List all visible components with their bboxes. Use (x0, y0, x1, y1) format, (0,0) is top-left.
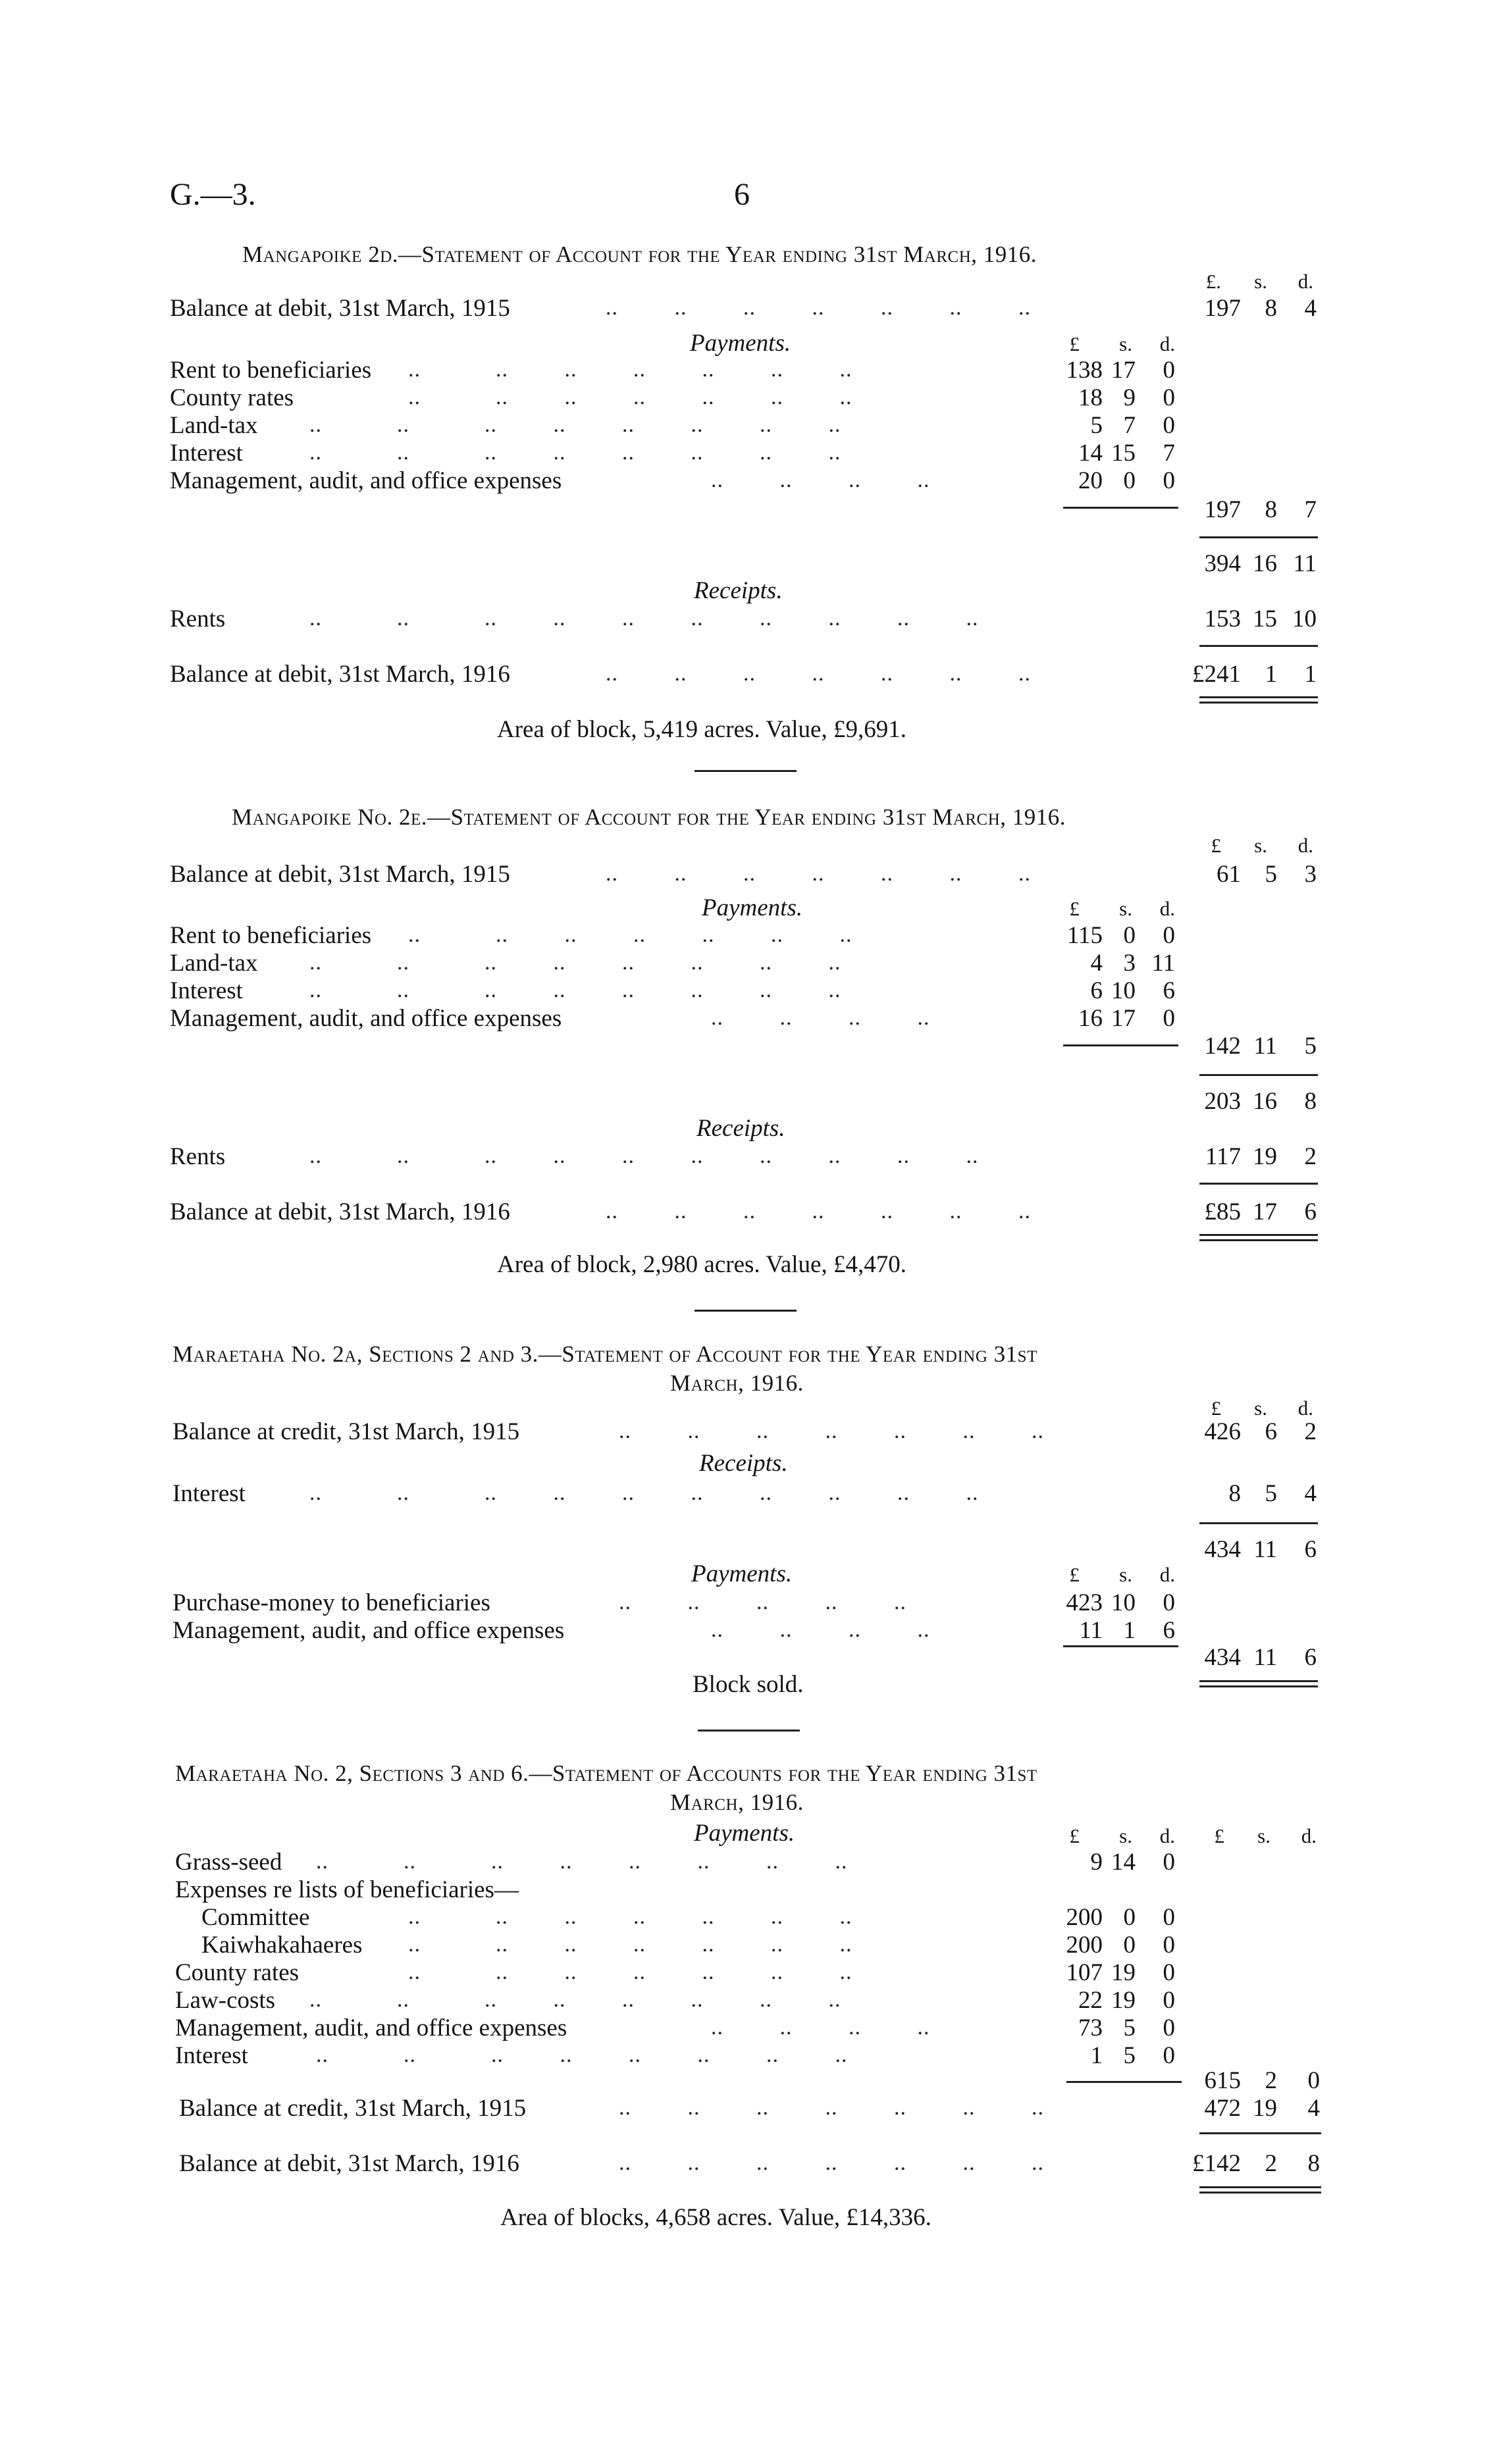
total-rule (1199, 1522, 1318, 1524)
pay-head-pence: d. (1159, 332, 1175, 355)
amount-pounds: 426 (1204, 1418, 1241, 1445)
payment-item-label: Interest (170, 440, 243, 467)
leader-dots: .. .. .. .. .. .. .. .. .. .. (309, 1481, 979, 1505)
amount-shillings: 6 (1265, 1418, 1277, 1445)
amount-pounds: 153 (1204, 605, 1241, 632)
pay-pounds: 11 (1079, 1617, 1103, 1644)
pay-shillings: 10 (1111, 1589, 1136, 1616)
amount-pounds: 142 (1204, 1033, 1241, 1060)
payment-item-label: Rent to beneficiaries (170, 357, 372, 384)
amount-pence: 0 (1307, 2067, 1320, 2094)
pay-pounds: 6 (1090, 977, 1103, 1004)
receipt-item-label: Interest (172, 1480, 246, 1507)
leader-dots: .. .. .. .. .. .. .. .. (316, 2043, 848, 2067)
pay-shillings: 0 (1123, 922, 1136, 949)
payment-item-label: Rent to beneficiaries (170, 922, 372, 949)
double-rule (1199, 1234, 1318, 1241)
leader-dots: .. .. .. .. (711, 1618, 930, 1642)
leader-dots: .. .. .. .. .. .. .. (408, 1932, 852, 1957)
pay-pounds: 423 (1066, 1589, 1103, 1616)
col-head-shillings: s. (1254, 270, 1267, 293)
pay-pence: 0 (1163, 467, 1175, 494)
pay-pence: 0 (1163, 1959, 1175, 1986)
closing-balance-label: Balance at debit, 31st March, 1916 (179, 2150, 519, 2177)
amount-pence: 6 (1304, 1198, 1317, 1225)
amount-pounds: 203 (1204, 1088, 1241, 1115)
section-title: Mangapoike No. 2e.—Statement of Account for the Year ending 31st March, 1916. (232, 804, 1066, 830)
double-rule (1199, 1680, 1318, 1687)
total-rule (1199, 2132, 1321, 2134)
leader-dots: .. .. .. .. (711, 1006, 930, 1030)
closing-balance-label: Balance at debit, 31st March, 1916 (170, 661, 510, 688)
pay-shillings: 9 (1123, 384, 1136, 411)
pay-pounds: 115 (1066, 922, 1103, 949)
pay-pounds: 138 (1066, 357, 1103, 384)
payment-item-label: County rates (175, 1959, 300, 1986)
amount-pounds: £241 (1192, 661, 1241, 688)
col-head-pence: d. (1297, 270, 1313, 293)
leader-dots: .. .. .. .. .. .. .. (606, 1199, 1031, 1223)
pay-shillings: 14 (1111, 1849, 1136, 1876)
subtotal-rule (1063, 507, 1178, 509)
amount-shillings: 11 (1253, 1536, 1277, 1563)
payment-item-label: Kaiwhakahaeres (201, 1932, 363, 1959)
section-title: Maraetaha No. 2a, Sections 2 and 3.—Statement of Account for the Year ending 31st (172, 1341, 1037, 1367)
pay-shillings: 19 (1111, 1959, 1136, 1986)
pay-pence: 0 (1163, 1589, 1175, 1616)
leader-dots: .. .. .. .. .. .. .. (408, 357, 852, 382)
leader-dots: .. .. .. .. .. .. .. (606, 861, 1031, 886)
pay-shillings: 1 (1123, 1617, 1136, 1644)
pay-pounds: 14 (1078, 440, 1103, 467)
payment-item-label: Management, audit, and office expenses (170, 1005, 562, 1032)
amount-shillings: 15 (1253, 605, 1277, 632)
pay-pounds: 200 (1066, 1932, 1103, 1959)
amount-pounds: 615 (1204, 2067, 1241, 2094)
pay-pounds: 200 (1066, 1904, 1103, 1931)
amount-pounds: £142 (1192, 2150, 1241, 2177)
pay-pence: 6 (1163, 977, 1175, 1004)
amount-pence: 6 (1304, 1536, 1317, 1563)
pay-pence: 0 (1163, 1932, 1175, 1959)
amount-shillings: 16 (1253, 550, 1277, 577)
pay-shillings: 5 (1123, 2015, 1136, 2041)
col-head-shillings: s. (1254, 834, 1267, 857)
leader-dots: .. .. .. .. .. .. .. .. (309, 978, 841, 1002)
amount-shillings: 1 (1265, 661, 1277, 688)
total-rule (1199, 1074, 1318, 1076)
amount-pence: 2 (1304, 1418, 1317, 1445)
amount-pence: 3 (1304, 861, 1317, 888)
col-head-pounds: £. (1205, 270, 1221, 293)
leader-dots: .. .. .. .. .. .. .. (408, 1960, 852, 1984)
receipt-item-label: Rents (170, 605, 226, 632)
pay-pence: 7 (1163, 440, 1175, 467)
section-separator (694, 770, 797, 772)
subtotal-rule (1063, 1044, 1178, 1046)
pay-pounds: 9 (1090, 1849, 1103, 1876)
leader-dots: .. .. .. .. .. .. .. (619, 1419, 1044, 1443)
amount-shillings: 19 (1253, 1143, 1277, 1170)
amount-pence: 1 (1304, 661, 1317, 688)
payments-caption: Payments. (691, 1560, 793, 1587)
receipts-caption: Receipts. (694, 577, 783, 604)
col-head-pounds: £ (1211, 834, 1221, 857)
opening-balance-label: Balance at debit, 31st March, 1915 (170, 861, 510, 888)
amount-pounds: 197 (1204, 496, 1241, 523)
opening-balance-label: Balance at credit, 31st March, 1915 (179, 2095, 527, 2122)
amount-shillings: 17 (1253, 1198, 1277, 1225)
section-title-line2: March, 1916. (670, 1789, 804, 1815)
payment-item-label: Management, audit, and office expenses (175, 2015, 567, 2041)
pay-pence: 0 (1163, 384, 1175, 411)
pay-pounds: 73 (1078, 2015, 1103, 2041)
amount-pence: 4 (1304, 1480, 1317, 1507)
pay-shillings: 15 (1111, 440, 1136, 467)
section-footer: Area of block, 2,980 acres. Value, £4,470. (497, 1251, 906, 1278)
leader-dots: .. .. .. .. .. .. .. (408, 1905, 852, 1929)
pay-shillings: 3 (1123, 950, 1136, 977)
pay-head-shillings: s. (1119, 1824, 1132, 1847)
pay-head-pounds: £ (1069, 1824, 1080, 1847)
leader-dots: .. .. .. .. .. (619, 1590, 906, 1614)
pay-pence: 0 (1163, 2015, 1175, 2041)
amount-pence: 4 (1307, 2095, 1320, 2122)
pay-pence: 0 (1163, 412, 1175, 439)
opening-balance-label: Balance at debit, 31st March, 1915 (170, 295, 510, 322)
amount-pounds: 472 (1204, 2095, 1241, 2122)
pay-pence: 0 (1163, 1987, 1175, 2014)
col-head-pence: d. (1297, 834, 1313, 857)
payment-item-label: Land-tax (170, 950, 258, 977)
amount-shillings: 11 (1253, 1033, 1277, 1060)
payment-item-label: Grass-seed (175, 1849, 282, 1876)
payment-item-label: Purchase-money to beneficiaries (172, 1589, 490, 1616)
pay-shillings: 19 (1111, 1987, 1136, 2014)
pay-head-pence: d. (1159, 1563, 1175, 1586)
amount-shillings: 5 (1265, 1480, 1277, 1507)
amount-shillings: 11 (1253, 1644, 1277, 1671)
subtotal-rule (1066, 2081, 1182, 2083)
pay-pounds: 16 (1078, 1005, 1103, 1032)
amount-pounds: 8 (1228, 1480, 1241, 1507)
receipts-caption: Receipts. (696, 1115, 785, 1142)
leader-dots: .. .. .. .. .. .. .. (606, 661, 1031, 686)
amount-pence: 10 (1292, 605, 1317, 632)
leader-dots: .. .. .. .. .. .. .. (619, 2095, 1044, 2120)
pay-pence: 0 (1163, 1005, 1175, 1032)
section-title: Maraetaha No. 2, Sections 3 and 6.—Statement of Accounts for the Year ending 31st (175, 1760, 1037, 1786)
section-footer: Area of blocks, 4,658 acres. Value, £14,336. (500, 2204, 931, 2231)
amount-pence: 6 (1304, 1644, 1317, 1671)
pay-pence: 0 (1163, 1849, 1175, 1876)
amount-pounds: 117 (1205, 1143, 1241, 1170)
pay-head-pounds: £ (1069, 897, 1080, 920)
pay-pounds: 5 (1090, 412, 1103, 439)
col-head-shillings: s. (1257, 1824, 1270, 1847)
payment-item-label: County rates (170, 384, 294, 411)
pay-pounds: 20 (1078, 467, 1103, 494)
leader-dots: .. .. .. .. .. .. .. .. (309, 413, 841, 437)
pay-shillings: 17 (1111, 1005, 1136, 1032)
leader-dots: .. .. .. .. .. .. .. .. (309, 1988, 841, 2012)
payments-caption: Payments. (702, 894, 803, 921)
pay-head-pence: d. (1159, 1824, 1175, 1847)
payments-caption: Payments. (690, 330, 791, 357)
pay-pounds: 18 (1078, 384, 1103, 411)
leader-dots: .. .. .. .. .. .. .. .. (309, 950, 841, 975)
opening-balance-label: Balance at credit, 31st March, 1915 (172, 1418, 520, 1445)
pay-shillings: 10 (1111, 977, 1136, 1004)
pay-head-pence: d. (1159, 897, 1175, 920)
receipts-caption: Receipts. (699, 1450, 788, 1477)
pay-pounds: 22 (1078, 1987, 1103, 2014)
pay-pence: 11 (1151, 950, 1175, 977)
total-rule (1199, 645, 1318, 647)
leader-dots: .. .. .. .. (711, 2015, 930, 2040)
amount-shillings: 5 (1265, 861, 1277, 888)
closing-balance-label: Balance at debit, 31st March, 1916 (170, 1198, 510, 1225)
payment-item-label: Law-costs (175, 1987, 276, 2014)
section-separator (698, 1730, 800, 1732)
payment-item-label: Interest (175, 2042, 248, 2069)
section-footer: Area of block, 5,419 acres. Value, £9,691. (497, 716, 906, 743)
col-head-pence: d. (1301, 1824, 1317, 1847)
double-rule (1199, 696, 1318, 704)
amount-pence: 2 (1304, 1143, 1317, 1170)
amount-shillings: 16 (1253, 1088, 1277, 1115)
leader-dots: .. .. .. .. .. .. .. .. (309, 440, 841, 465)
payment-item-label: Management, audit, and office expenses (172, 1617, 565, 1644)
pay-pounds: 4 (1090, 950, 1103, 977)
col-head-pounds: £ (1211, 1397, 1221, 1420)
amount-pence: 4 (1304, 295, 1317, 322)
amount-pounds: £85 (1204, 1198, 1241, 1225)
pay-head-shillings: s. (1119, 897, 1132, 920)
pay-head-shillings: s. (1119, 1563, 1132, 1586)
pay-pounds: 1 (1090, 2042, 1103, 2069)
leader-dots: .. .. .. .. .. .. .. (606, 295, 1031, 320)
pay-pounds: 107 (1066, 1959, 1103, 1986)
page-number: 6 (734, 177, 750, 212)
pay-pence: 0 (1163, 922, 1175, 949)
leader-dots: .. .. .. .. .. .. .. (408, 923, 852, 947)
amount-pence: 11 (1293, 550, 1317, 577)
pay-shillings: 0 (1123, 467, 1136, 494)
section-title-line2: March, 1916. (670, 1370, 804, 1396)
pay-head-pounds: £ (1069, 1563, 1080, 1586)
col-head-pence: d. (1297, 1397, 1313, 1420)
pay-shillings: 0 (1123, 1932, 1136, 1959)
pay-shillings: 5 (1123, 2042, 1136, 2069)
amount-pounds: 197 (1204, 295, 1241, 322)
amount-shillings: 8 (1265, 496, 1277, 523)
payments-caption: Payments. (694, 1820, 795, 1847)
pay-pence: 0 (1163, 357, 1175, 384)
payment-item-label: Management, audit, and office expenses (170, 467, 562, 494)
amount-pounds: 394 (1204, 550, 1241, 577)
pay-pence: 0 (1163, 2042, 1175, 2069)
amount-pounds: 434 (1204, 1644, 1241, 1671)
leader-dots: .. .. .. .. .. .. .. .. .. .. (309, 1144, 979, 1168)
pay-shillings: 7 (1123, 412, 1136, 439)
leader-dots: .. .. .. .. .. .. .. (619, 2151, 1044, 2175)
pay-shillings: 0 (1123, 1904, 1136, 1931)
pay-pence: 0 (1163, 1904, 1175, 1931)
leader-dots: .. .. .. .. .. .. .. (408, 385, 852, 409)
pay-head-shillings: s. (1119, 332, 1132, 355)
payment-item-label: Land-tax (170, 412, 258, 439)
section-separator (694, 1310, 797, 1312)
double-rule (1199, 2186, 1321, 2194)
leader-dots: .. .. .. .. (711, 468, 930, 492)
section-title: Mangapoike 2d.—Statement of Account for the Year ending 31st March, 1916. (242, 242, 1037, 267)
amount-shillings: 8 (1265, 295, 1277, 322)
amount-pence: 8 (1307, 2150, 1320, 2177)
amount-pence: 8 (1304, 1088, 1317, 1115)
payment-item-label: Expenses re lists of beneficiaries— (175, 1876, 519, 1903)
section-footer: Block sold. (693, 1671, 804, 1698)
total-rule (1199, 536, 1318, 538)
amount-pounds: 61 (1217, 861, 1241, 888)
amount-pounds: 434 (1204, 1536, 1241, 1563)
pay-shillings: 17 (1111, 357, 1136, 384)
leader-dots: .. .. .. .. .. .. .. .. (316, 1849, 848, 1874)
col-head-pounds: £ (1214, 1824, 1224, 1847)
receipt-item-label: Rents (170, 1143, 226, 1170)
pay-head-pounds: £ (1069, 332, 1080, 355)
page-header-ref: G.—3. (170, 177, 256, 212)
col-head-shillings: s. (1254, 1397, 1267, 1420)
amount-pence: 5 (1304, 1033, 1317, 1060)
amount-shillings: 19 (1253, 2095, 1277, 2122)
payment-item-label: Interest (170, 977, 243, 1004)
amount-shillings: 2 (1265, 2067, 1277, 2094)
subtotal-rule (1063, 1645, 1178, 1647)
leader-dots: .. .. .. .. .. .. .. .. .. .. (309, 606, 979, 630)
amount-shillings: 2 (1265, 2150, 1277, 2177)
payment-item-label: Committee (201, 1904, 310, 1931)
amount-pence: 7 (1304, 496, 1317, 523)
pay-pence: 6 (1163, 1617, 1175, 1644)
total-rule (1199, 1183, 1318, 1185)
